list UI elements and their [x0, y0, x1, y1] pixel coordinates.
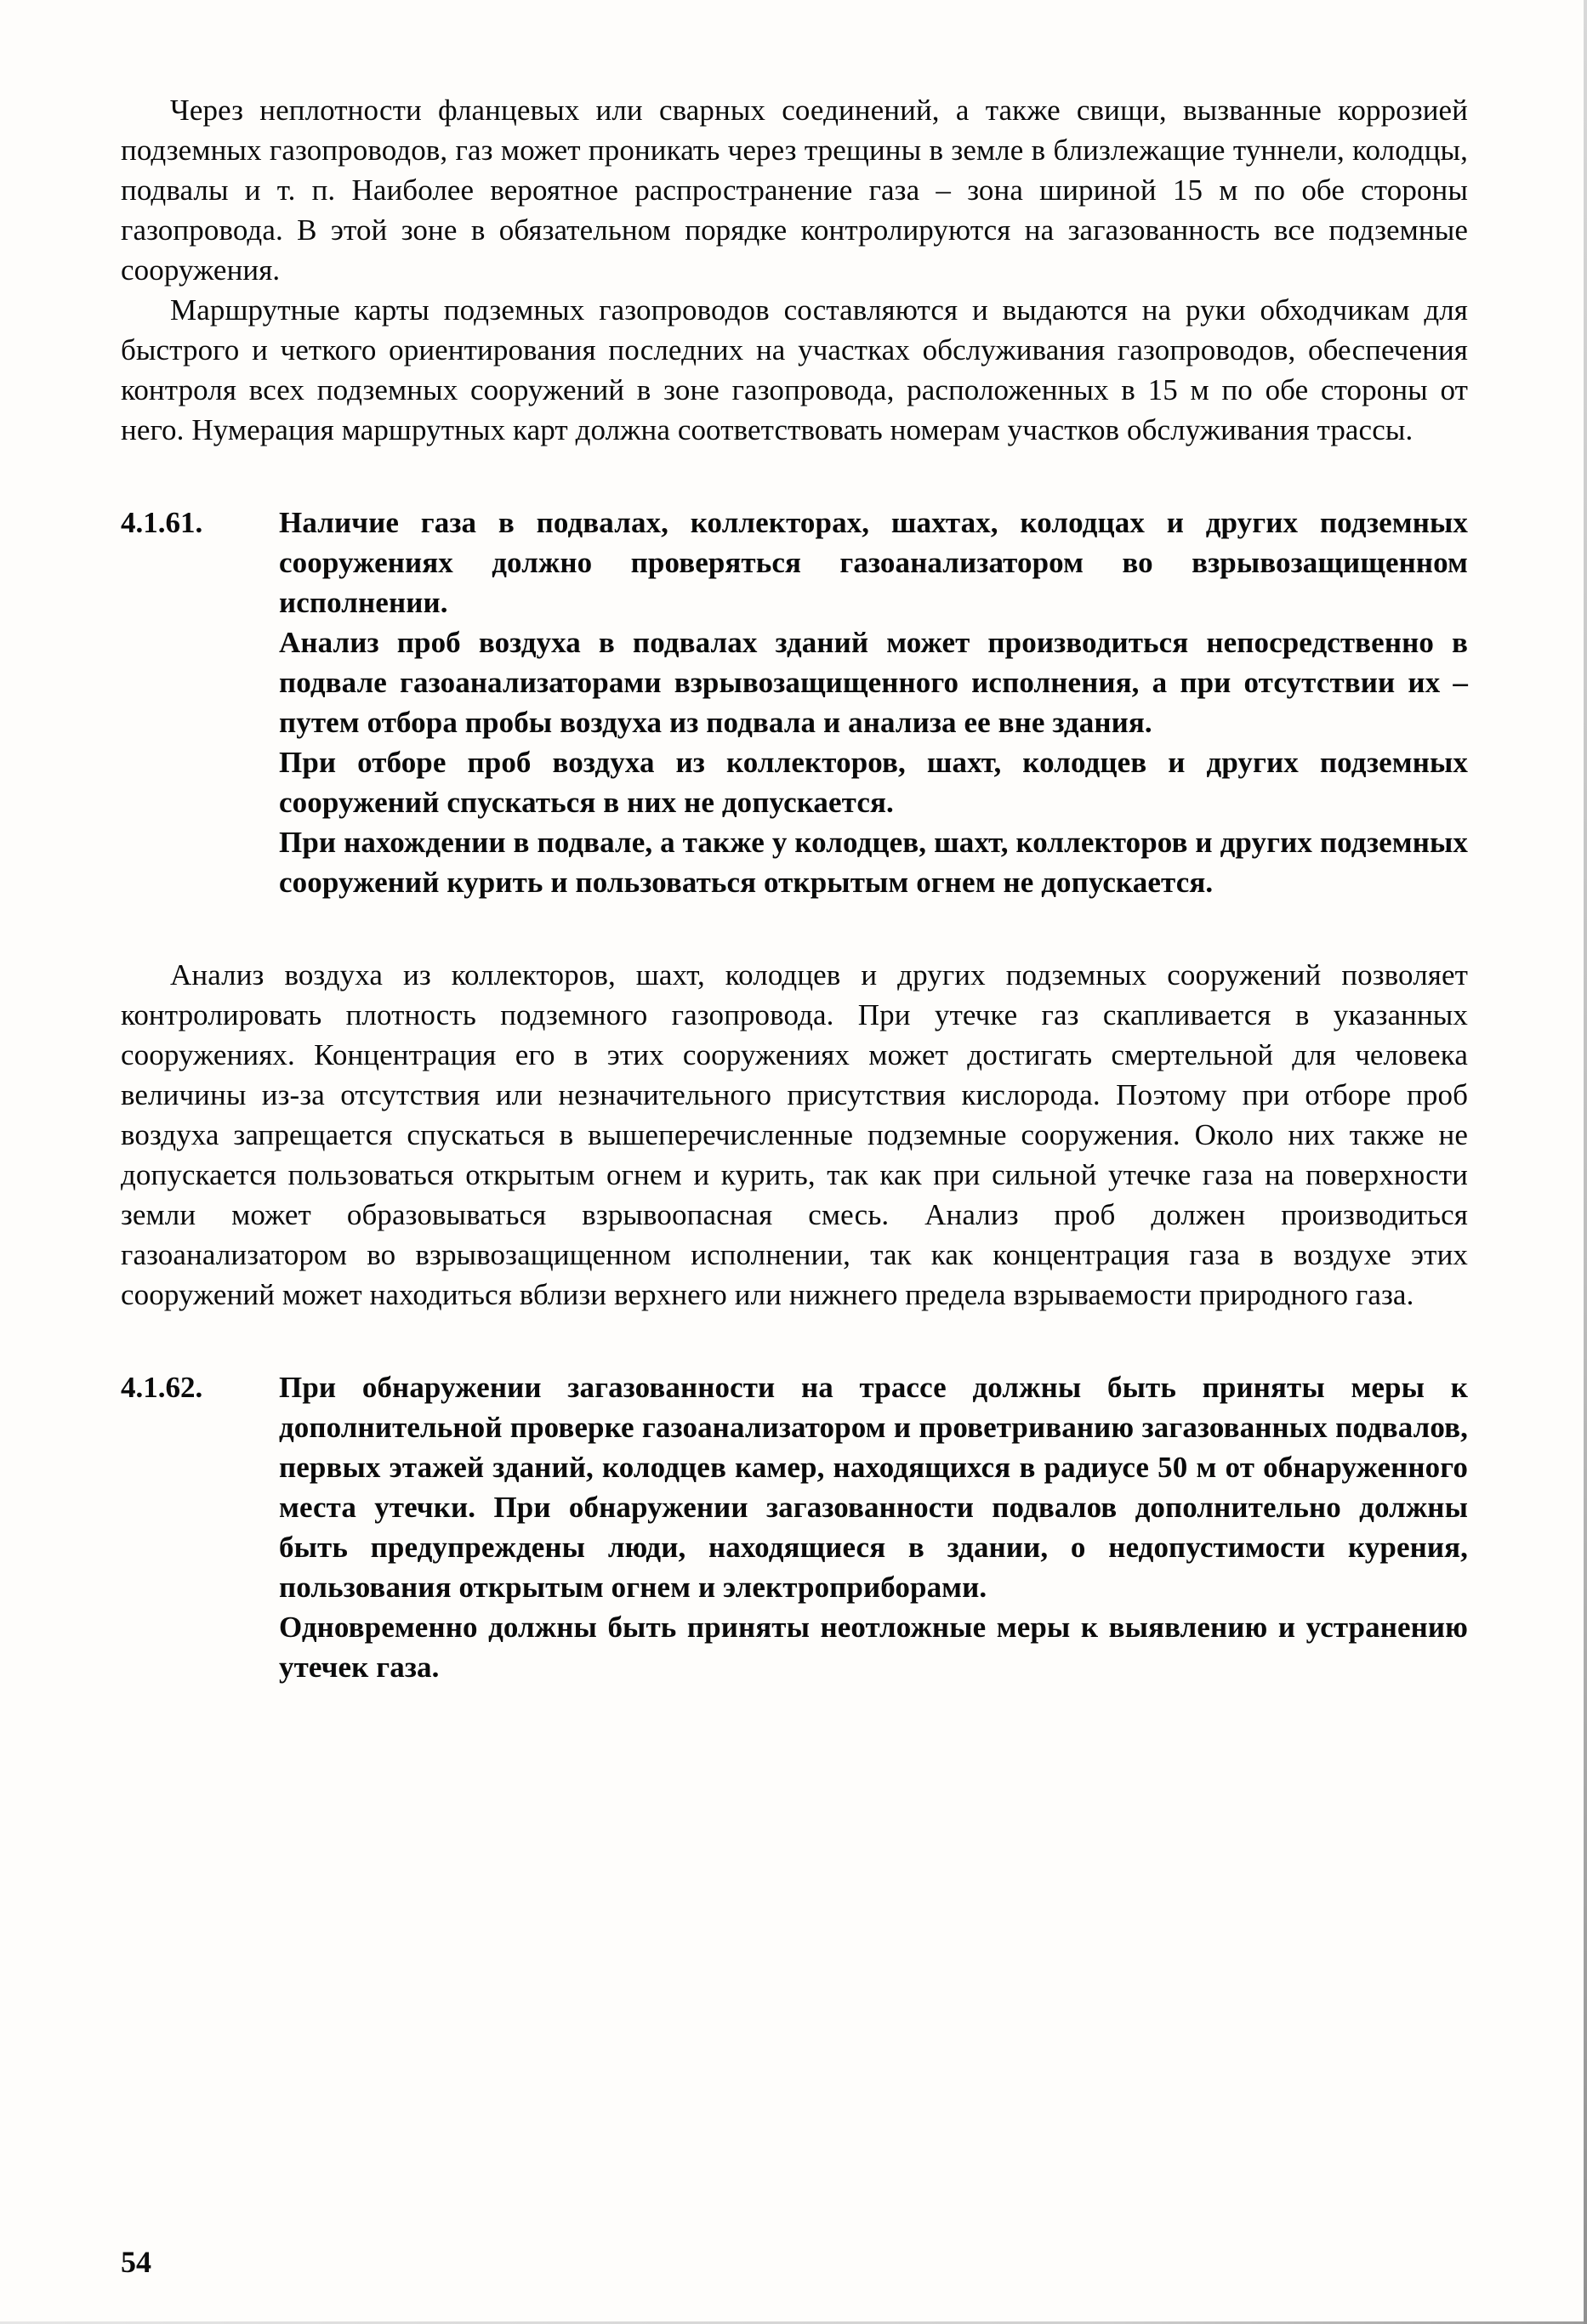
clause-number: 4.1.61. [121, 506, 203, 539]
commentary-paragraph: Анализ воздуха из коллекторов, шахт, колодцев и других подземных сооружений позволяет контролировать плотность подземного газопровода. При утечке газ скапливается в указанных сооружениях. Концентрация его в этих сооружениях может достигать смертельной для человека величины из-за отсутствия или незначительного присутствия кислорода. Поэтому при отборе проб воздуха запрещается спускаться в вышеперечисленные подземные сооружения. Около них также не допускается пользоваться открытым огнем и курить, так как при сильной утечке газа на поверхности земли может образовываться взрывоопасная смесь. Анализ проб должен производиться газоанализатором во взрывозащищенном исполнении, так как концентрация газа в воздухе этих сооружений может находиться вблизи верхнего или нижнего предела взрываемости природного газа. [121, 958, 1468, 1311]
clause-number: 4.1.62. [121, 1371, 203, 1404]
clause-paragraph: При обнаружении загазованности на трассе должны быть приняты меры к дополнительной проверке газоанализатором и проветриванию загазованных подвалов, первых этажей зданий, колодцев камер, находящихся в радиусе 50 м от обнаруженного места утечки. При обнаружении загазованности подвалов дополнительно должны быть предупреждены люди, находящиеся в здании, о недопустимости курения, пользования открытым огнем и электроприборами. [279, 1371, 1468, 1604]
clause-paragraph: При нахождении в подвале, а также у колодцев, шахт, коллекторов и других подземных сооружений курить и пользоваться открытым огнем не допускается. [279, 826, 1468, 899]
clause-4-1-61 [121, 503, 1468, 902]
clause-paragraph: Наличие газа в подвалах, коллекторах, шахтах, колодцах и других подземных сооружениях должно проверяться газоанализатором во взрывозащищенном исполнении. [279, 506, 1468, 619]
clause-4-1-62 [121, 1367, 1468, 1687]
intro-paragraph-1: Через неплотности фланцевых или сварных соединений, а также свищи, вызванные коррозией подземных газопроводов, газ может проникать через трещины в земле в близлежащие туннели, колодцы, подвалы и т. п. Наиболее вероятное распространение газа – зона шириной 15 м по обе стороны газопровода. В этой зоне в обязательном порядке контролируются на загазованность все подземные сооружения. [121, 94, 1468, 287]
page-number: 54 [121, 2245, 151, 2279]
clause-body [279, 503, 1468, 902]
intro-paragraph-2: Маршрутные карты подземных газопроводов составляются и выдаются на руки обходчикам для быстрого и четкого ориентирования последних на участках обслуживания газопроводов, обеспечения контроля всех подземных сооружений в зоне газопровода, расположенных в 15 м по обе стороны от него. Нумерация маршрутных карт должна соответствовать номерам участков обслуживания трассы. [121, 293, 1468, 446]
clause-paragraph: Анализ проб воздуха в подвалах зданий может производиться непосредственно в подвале газоанализаторами взрывозащищенного исполнения, а при отсутствии их – путем отбора пробы воздуха из подвала и анализа ее вне здания. [279, 626, 1468, 739]
clause-paragraph: При отборе проб воздуха из коллекторов, шахт, колодцев и других подземных сооружений спускаться в них не допускается. [279, 746, 1468, 819]
clause-paragraph: Одновременно должны быть приняты неотложные меры к выявлению и устранению утечек газа. [279, 1611, 1468, 1684]
clause-body [279, 1367, 1468, 1687]
